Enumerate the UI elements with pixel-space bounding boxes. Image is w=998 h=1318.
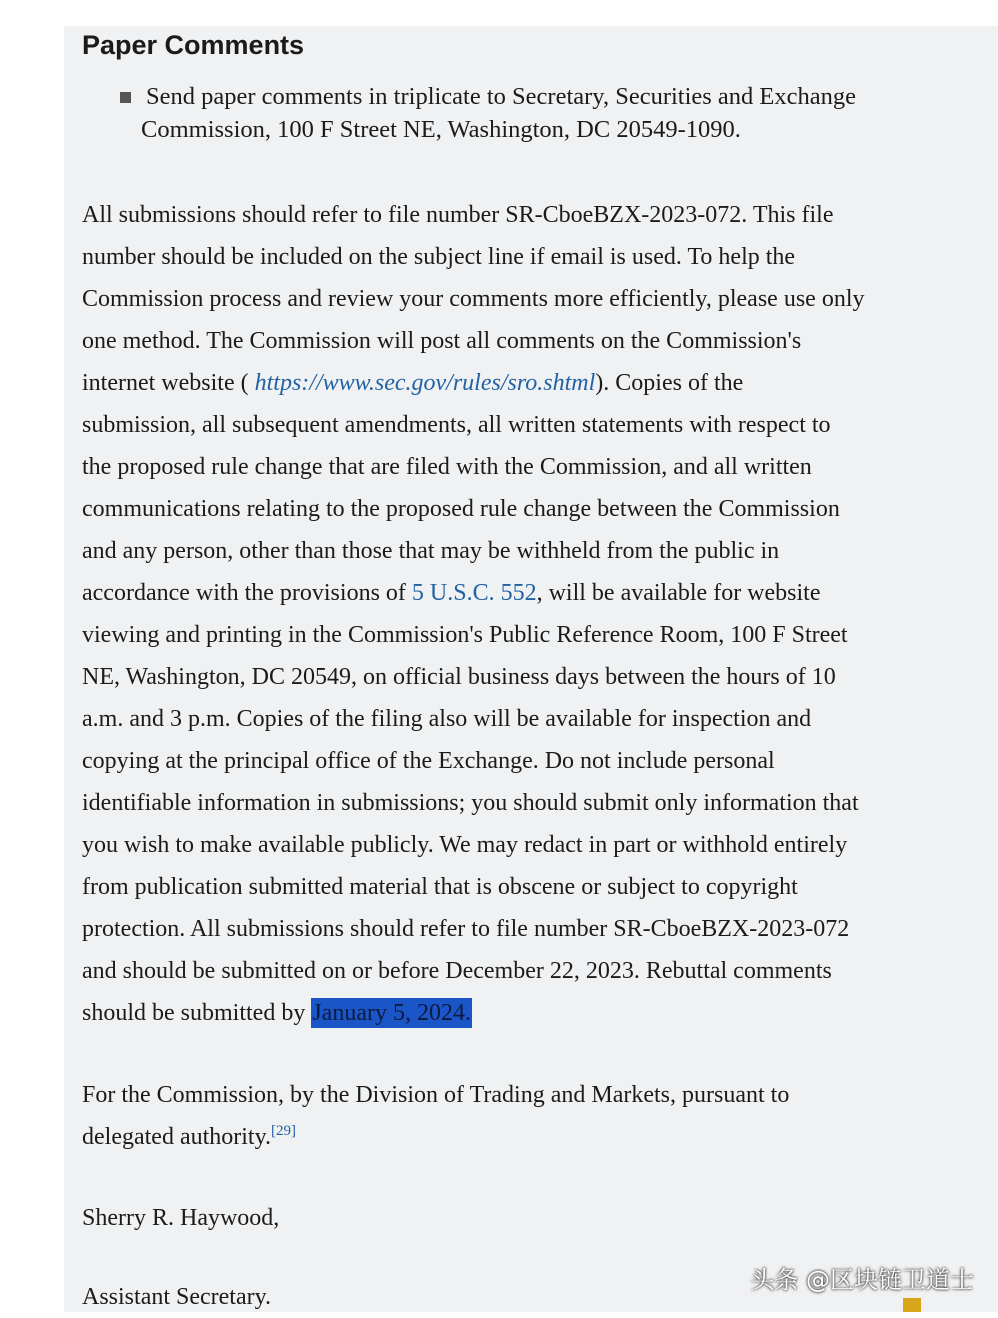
closing-paragraph [82,1074,982,1158]
section-heading: Paper Comments [82,30,305,60]
text-segment: accordance with the provisions of [82,580,412,606]
text-segment: should be submitted by [82,1000,312,1026]
paragraph-line [82,992,982,1034]
paragraph-line: submission, all subsequent amendments, all written statements with respect to [82,412,831,438]
signature-title-text: Assistant Secretary. [82,1284,272,1310]
square-bullet-icon [120,92,131,103]
paragraph-line [82,362,982,404]
bullet-line-2: Commission, 100 F Street NE, Washington, DC 20549-1090. [141,116,741,143]
bullet-line-1: Send paper comments in triplicate to Secretary, Securities and Exchange [146,83,857,110]
submission-paragraph [82,194,982,1034]
paragraph-line: protection. All submissions should refer to file number SR-CboeBZX-2023-072 [82,916,850,942]
paragraph-line [82,1116,982,1158]
text-segment: , will be available for website [536,580,821,606]
bullet-text [141,80,974,146]
paragraph-line: identifiable information in submissions; you should submit only information that [82,790,859,816]
highlighted-date[interactable]: January 5, 2024. [312,1000,471,1026]
paragraph-line: viewing and printing in the Commission's Public Reference Room, 100 F Street [82,622,848,648]
signature-name [82,1197,982,1239]
paragraph-line: and should be submitted on or before December 22, 2023. Rebuttal comments [82,958,832,984]
paragraph-line: number should be included on the subject line if email is used. To help the [82,244,796,270]
signature-name-text: Sherry R. Haywood, [82,1205,280,1231]
text-segment: ). Copies of the [595,370,744,396]
text-segment: internet website ( [82,370,255,396]
watermark-logo-icon [903,1298,921,1312]
footnote-link[interactable]: [29] [271,1123,297,1139]
paragraph-line: NE, Washington, DC 20549, on official business days between the hours of 10 [82,664,836,690]
paragraph-line: a.m. and 3 p.m. Copies of the filing also will be available for inspection and [82,706,812,732]
paragraph-line [82,572,982,614]
sec-website-link[interactable]: https://www.sec.gov/rules/sro.shtml [254,370,596,396]
paragraph-line: the proposed rule change that are filed with the Commission, and all written [82,454,812,480]
paragraph-line: you wish to make available publicly. We may redact in part or withhold entirely [82,832,848,858]
paragraph-line: from publication submitted material that is obscene or subject to copyright [82,874,798,900]
watermark: 头条 @区块链卫道士 [750,1266,974,1294]
paragraph-line: communications relating to the proposed rule change between the Commission [82,496,840,522]
paragraph-line: All submissions should refer to file number SR-CboeBZX-2023-072. This file [82,202,834,228]
paragraph-line: one method. The Commission will post all comments on the Commission's [82,328,802,354]
usc-552-link[interactable]: 5 U.S.C. 552 [411,580,537,606]
paragraph-line: For the Commission, by the Division of Trading and Markets, pursuant to [82,1082,790,1108]
paragraph-line: Commission process and review your comments more efficiently, please use only [82,286,865,312]
paragraph-line: and any person, other than those that may be withheld from the public in [82,538,780,564]
text-segment: delegated authority. [82,1124,272,1150]
paragraph-line: copying at the principal office of the Exchange. Do not include personal [82,748,775,774]
